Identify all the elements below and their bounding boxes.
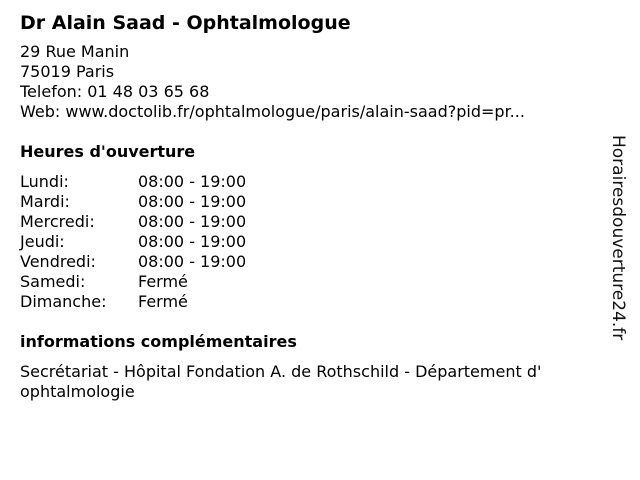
day-hours: 08:00 - 19:00 [138, 212, 247, 231]
day-label: Mardi: [20, 192, 70, 211]
day-label: Lundi: [20, 172, 69, 191]
day-label: Vendredi: [20, 252, 96, 271]
hours-row-wednesday [20, 212, 246, 232]
website-link[interactable]: Web: www.doctolib.fr/ophtalmologue/paris/alain-saad?pid=pr... [20, 102, 525, 121]
hours-row-sunday [20, 292, 246, 312]
day-hours: Fermé [138, 292, 188, 311]
day-hours: 08:00 - 19:00 [138, 192, 247, 211]
doctor-name: Dr Alain Saad - Ophtalmologue [20, 12, 351, 34]
day-hours: Fermé [138, 272, 188, 291]
phone-number: Telefon: 01 48 03 65 68 [20, 82, 210, 101]
opening-hours-table [20, 172, 246, 312]
day-hours: 08:00 - 19:00 [138, 172, 247, 191]
day-label: Dimanche: [20, 292, 107, 311]
day-label: Jeudi: [20, 232, 65, 251]
additional-info-heading: informations complémentaires [20, 332, 297, 351]
hours-row-monday [20, 172, 246, 192]
hours-row-friday [20, 252, 246, 272]
day-hours: 08:00 - 19:00 [138, 252, 247, 271]
opening-hours-heading: Heures d'ouverture [20, 142, 196, 161]
listing-card [20, 10, 605, 402]
day-label: Samedi: [20, 272, 86, 291]
hours-row-saturday [20, 272, 246, 292]
hours-row-tuesday [20, 192, 246, 212]
site-brand-watermark: Horairesdouverture24.fr [608, 135, 628, 341]
day-hours: 08:00 - 19:00 [138, 232, 247, 251]
address-street: 29 Rue Manin [20, 42, 130, 61]
hours-row-thursday [20, 232, 246, 252]
additional-info-text: Secrétariat - Hôpital Fondation A. de Rothschild - Département d' ophtalmologie [20, 362, 542, 401]
day-label: Mercredi: [20, 212, 95, 231]
address-city: 75019 Paris [20, 62, 115, 81]
